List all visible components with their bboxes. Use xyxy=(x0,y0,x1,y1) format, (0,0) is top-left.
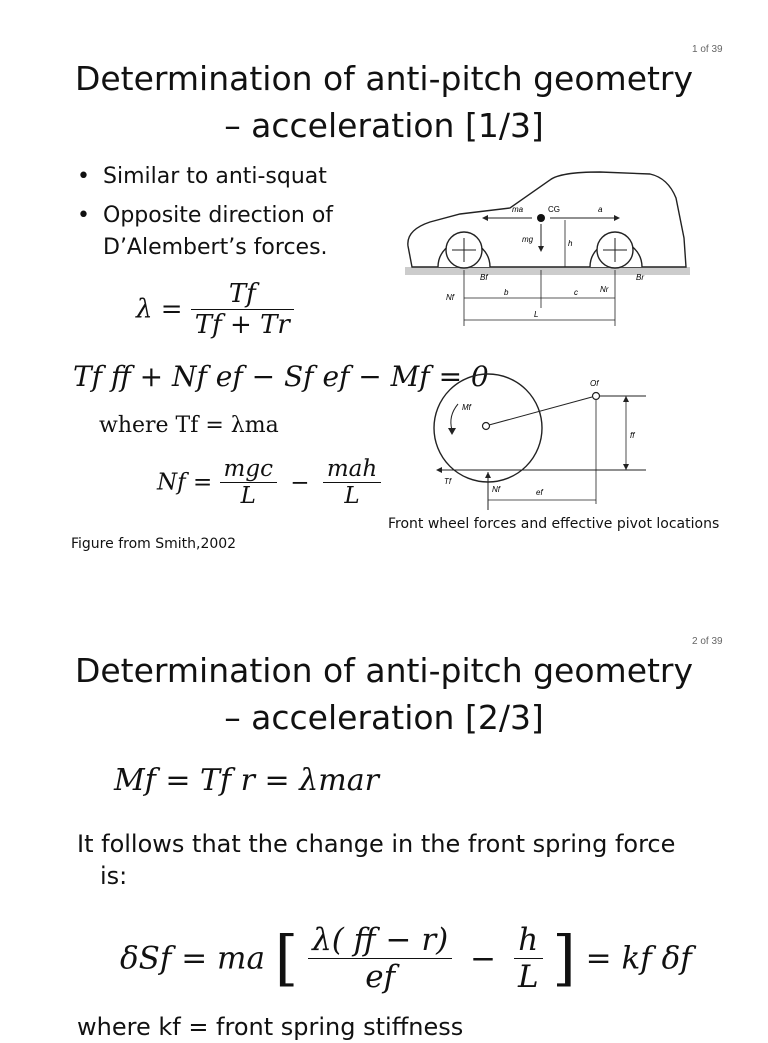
svg-text:CG: CG xyxy=(548,205,560,214)
svg-text:ff: ff xyxy=(630,431,635,440)
body-text-line2: is: xyxy=(100,862,128,890)
equation-normal-force: Nf = $\frac{\text{mgc}}{L}$ − $\frac{\text{mah}}{L}$ xyxy=(157,456,381,509)
slide-title-line1: Determination of anti-pitch geometry xyxy=(74,651,694,690)
bullet-continuation: D’Alembert’s forces. xyxy=(103,235,328,260)
bullet-item: • Opposite direction of xyxy=(103,200,333,232)
pivot-line xyxy=(489,397,592,425)
svg-text:Of: Of xyxy=(590,379,599,388)
svg-text:b: b xyxy=(504,288,509,297)
equation-where: where Tf = λma xyxy=(99,413,279,438)
svg-text:Mf: Mf xyxy=(462,403,471,412)
body-text-cut-off: where kf = front spring stiffness xyxy=(77,1013,464,1041)
slide-title-line2: – acceleration [1/3] xyxy=(224,106,544,145)
figure-source: Figure from Smith,2002 xyxy=(71,536,237,552)
bullet-item: • Similar to anti-squat xyxy=(103,161,327,193)
svg-text:ef: ef xyxy=(536,488,543,497)
equation-mf: Mf = Tf r = λmar xyxy=(114,763,379,798)
body-text-line1: It follows that the change in the front spring force xyxy=(77,830,676,858)
equation-delta-s: δSf = ma [ $\frac{\lambda( ff - r)}{ef}$ − $\frac{h}{L}$ ] = kf δf xyxy=(120,922,692,995)
svg-text:Nr: Nr xyxy=(600,285,609,294)
page-number: 2 of 39 xyxy=(692,636,723,647)
slide-title-line1: Determination of anti-pitch geometry xyxy=(74,59,694,98)
svg-text:a: a xyxy=(598,205,603,214)
car-diagram xyxy=(400,168,700,328)
wheel-diagram-caption: Front wheel forces and effective pivot locations xyxy=(388,516,720,532)
svg-text:Br: Br xyxy=(636,273,644,282)
svg-text:Nf: Nf xyxy=(492,485,500,494)
svg-text:Tf: Tf xyxy=(444,477,452,486)
cg-point xyxy=(537,214,545,222)
svg-text:L: L xyxy=(534,310,539,319)
page-number: 1 of 39 xyxy=(692,44,723,55)
wheel-center xyxy=(483,423,490,430)
svg-text:h: h xyxy=(568,239,573,248)
bullet-icon: • xyxy=(77,164,90,189)
pivot-point xyxy=(593,393,600,400)
svg-text:Bf: Bf xyxy=(480,273,488,282)
ground xyxy=(405,267,690,275)
equation-moment: Tf ff + Nf ef − Sf ef − Mf = 0 xyxy=(73,360,489,393)
svg-text:c: c xyxy=(574,288,578,297)
svg-text:mg: mg xyxy=(522,235,534,244)
equation-lambda: λ = $\frac{Tf}{Tf + Tr}$ xyxy=(136,279,294,340)
wheel-diagram xyxy=(428,364,658,512)
bullet-icon: • xyxy=(77,203,90,228)
svg-text:ma: ma xyxy=(512,205,524,214)
slide-title-line2: – acceleration [2/3] xyxy=(224,698,544,737)
svg-text:Nf: Nf xyxy=(446,293,454,302)
